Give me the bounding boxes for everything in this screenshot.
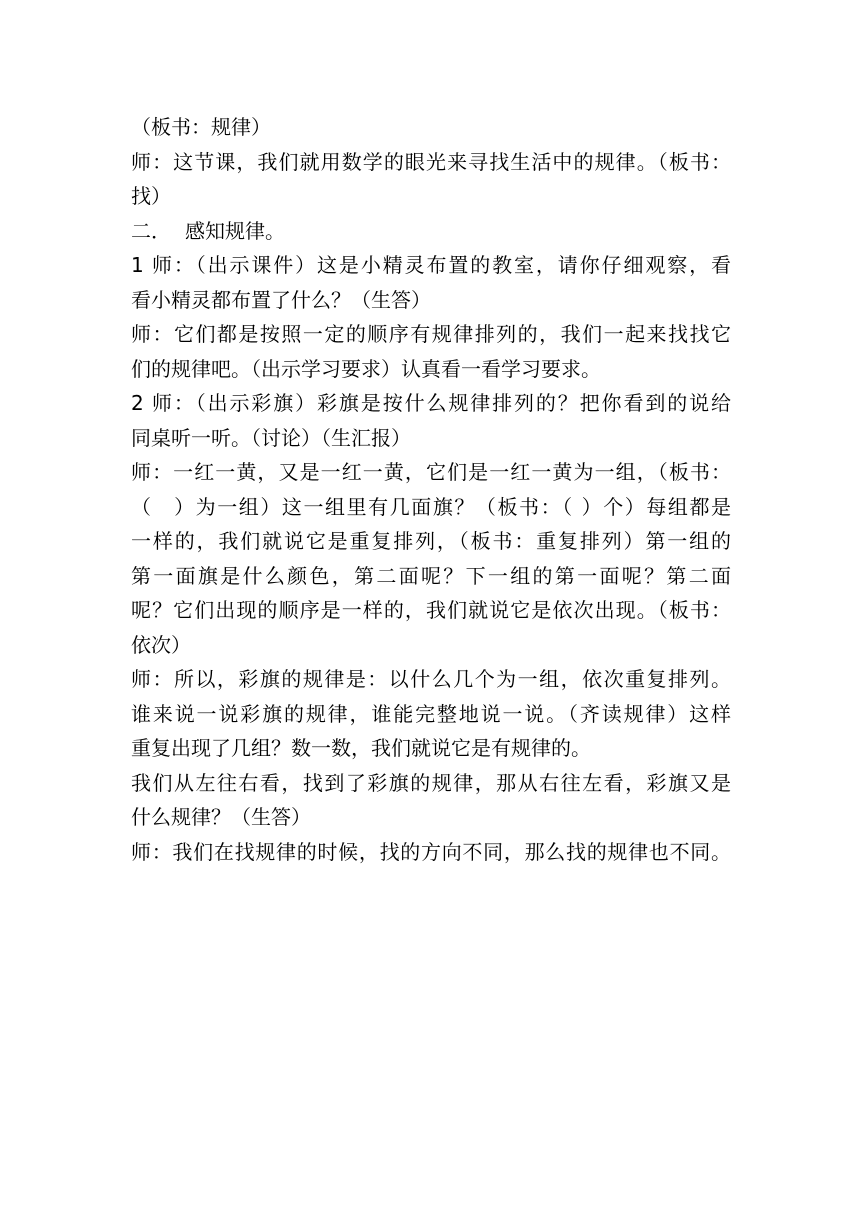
section-number: 二． (131, 218, 171, 243)
text-line: 师：所以，彩旗的规律是：以什么几个为一组，依次重复排列。 (131, 667, 731, 691)
text-line: 我们从左往右看，找到了彩旗的规律，那从右往左看，彩旗又是 (131, 770, 731, 795)
text-line: 依次） (131, 632, 191, 657)
text-line: 重复出现了几组？数一数，我们就说它是有规律的。 (131, 736, 591, 760)
text-line: 们的规律吧。（出示学习要求）认真看一看学习要求。 (131, 356, 601, 381)
text-line: 师：它们都是按照一定的顺序有规律排列的，我们一起来找找它 (131, 322, 731, 346)
text-line: 2 师：（出示彩旗）彩旗是按什么规律排列的？把你看到的说给 (131, 391, 731, 415)
text-line: 呢？它们出现的顺序是一样的，我们就说它是依次出现。（板书： (131, 598, 731, 622)
text-line: 看小精灵都布置了什么？（生答） (131, 287, 431, 312)
text-line: 师：一红一黄，又是一红一黄，它们是一红一黄为一组，（板书： (131, 460, 731, 484)
text-line: 谁来说一说彩旗的规律，谁能完整地说一说。（齐读规律）这样 (131, 701, 731, 726)
text-line: 一样的，我们就说它是重复排列，（板书：重复排列）第一组的 (131, 529, 731, 553)
text-line: 师：这节课，我们就用数学的眼光来寻找生活中的规律。（板书： (131, 149, 731, 174)
text-line: （ ）为一组）这一组里有几面旗？（板书：（ ）个）每组都是 (131, 494, 731, 519)
text-line: 找） (131, 184, 171, 208)
text-line: 1 师：（出示课件）这是小精灵布置的教室，请你仔细观察，看 (131, 253, 731, 277)
text-line: 师：我们在找规律的时候，找的方向不同，那么找的规律也不同。 (131, 839, 731, 864)
text-line: （板书：规律） (131, 115, 271, 139)
text-line: 第一面旗是什么颜色，第二面呢？下一组的第一面呢？第二面 (131, 563, 731, 588)
section-title: 感知规律。 (185, 218, 285, 243)
section-heading (131, 214, 731, 249)
text-line: 同桌听一听。（讨论）（生汇报） (131, 425, 411, 450)
lesson-plan-text (131, 110, 731, 869)
text-line: 什么规律？（生答） (131, 805, 311, 829)
